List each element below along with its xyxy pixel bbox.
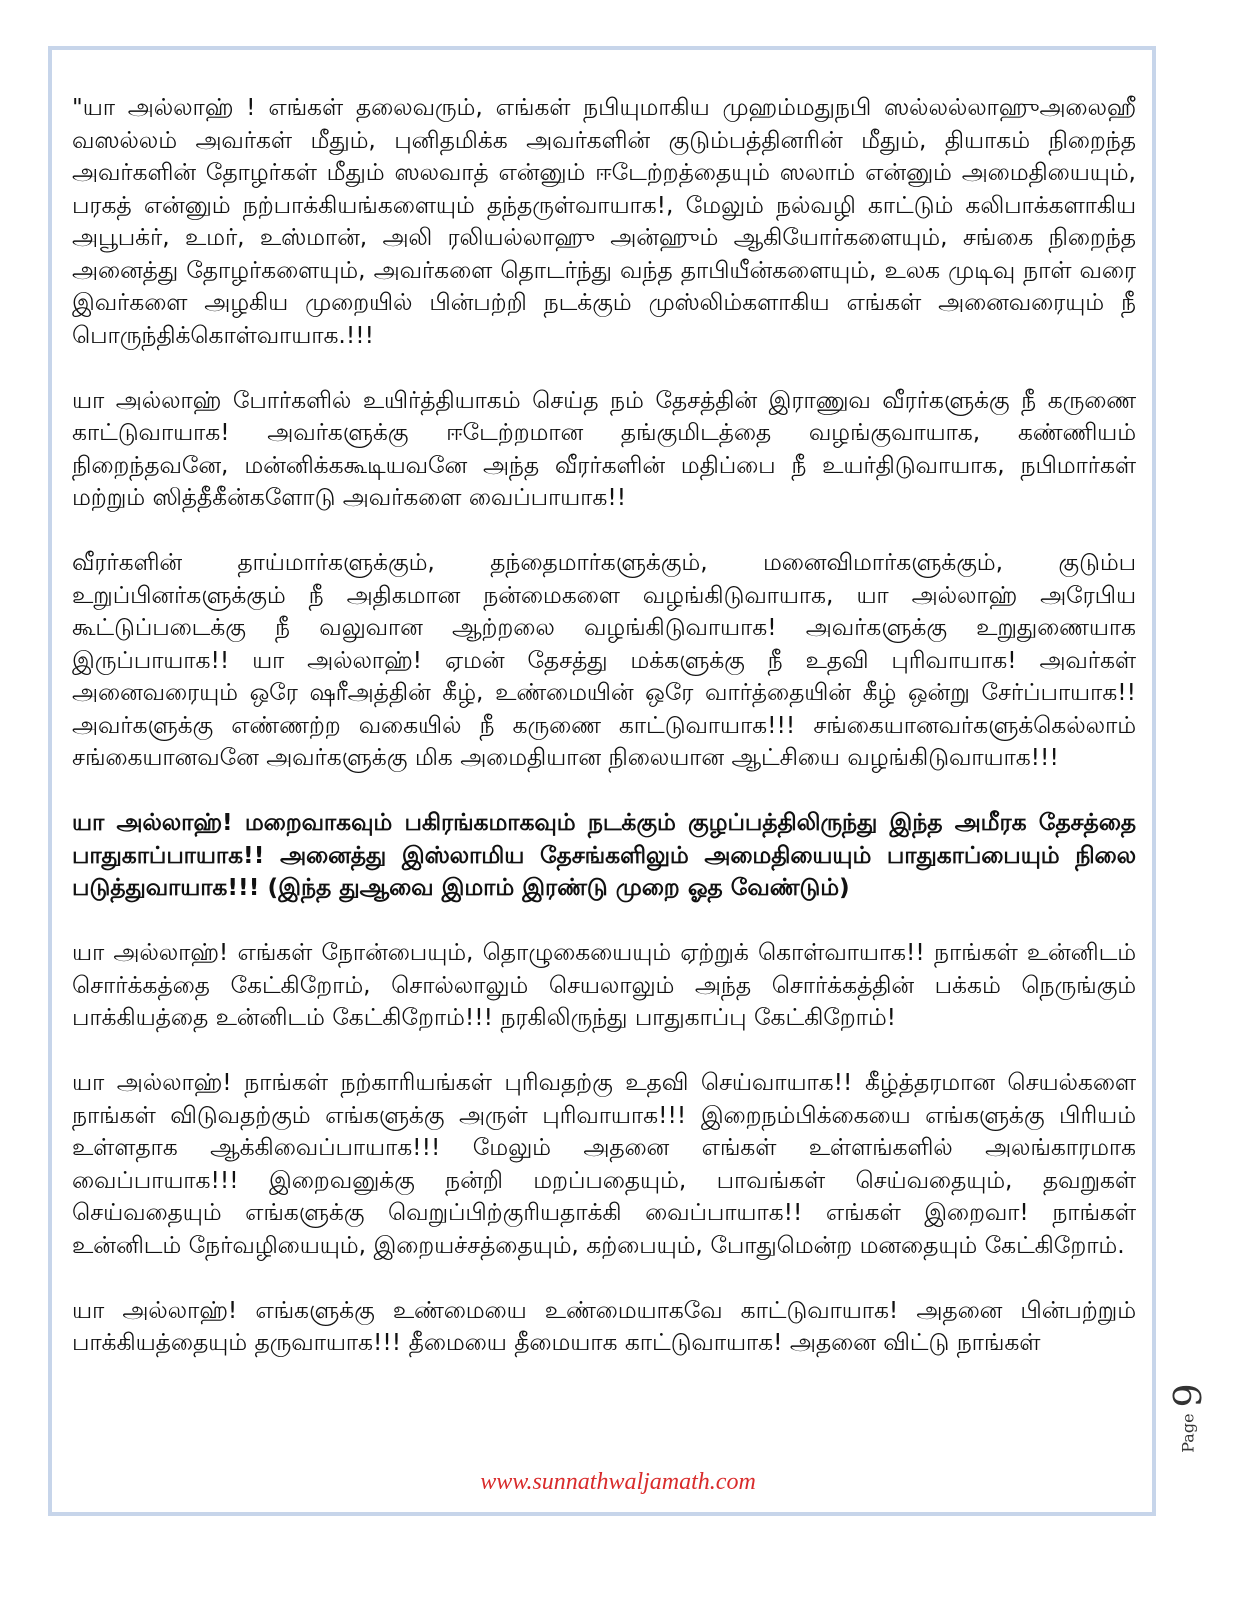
document-body: [72, 92, 1136, 1452]
page-word: Page: [1178, 1413, 1198, 1453]
page-number: [1168, 1368, 1208, 1468]
page-digit: 9: [1166, 1383, 1210, 1408]
paragraph-salawat: "யா அல்லாஹ் ! எங்கள் தலைவரும், எங்கள் நபியுமாகிய முஹம்மதுநபி ஸல்லல்லாஹுஅலைஹீ வஸல்லம் அவர்கள் மீதும், புனிதமிக்க அவர்களின் குடும்பத்தினரின் மீதும், தியாகம் நிறைந்த அவர்களின் தோழர்கள் மீதும் ஸலவாத் என்னும் ஈடேற்றத்தையும் ஸலாம் என்னும் அமைதியையும், பரகத் என்னும் நற்பாக்கியங்களையும் தந்தருள்வாயாக!, மேலும் நல்வழி காட்டும் கலிபாக்களாகிய அபூபக்ர், உமர், உஸ்மான், அலி ரலியல்லாஹு அன்ஹும் ஆகியோர்களையும், சங்கை நிறைந்த அனைத்து தோழர்களையும், அவர்களை தொடர்ந்து வந்த தாபியீன்களையும், உலக முடிவு நாள் வரை இவர்களை அழகிய முறையில் பின்பற்றி நடக்கும் முஸ்லிம்களாகிய எங்கள் அனைவரையும் நீ பொருந்திக்கொள்வாயாக.!!!: [72, 94, 1136, 349]
paragraph-families: வீரர்களின் தாய்மார்களுக்கும், தந்தைமார்களுக்கும், மனைவிமார்களுக்கும், குடும்ப உறுப்பினர்களுக்கும் நீ அதிகமான நன்மைகளை வழங்கிடுவாயாக, யா அல்லாஹ் அரேபிய கூட்டுப்படைக்கு நீ வலுவான ஆற்றலை வழங்கிடுவாயாக! அவர்களுக்கு உறுதுணையாக இருப்பாயாக!! யா அல்லாஹ்! ஏமன் தேசத்து மக்களுக்கு நீ உதவி புரிவாயாக! அவர்கள் அனைவரையும் ஒரே ஷரீஅத்தின் கீழ், உண்மையின் ஒரே வார்த்தையின் கீழ் ஒன்று சேர்ப்பாயாக!! அவர்களுக்கு எண்ணற்ற வகையில் நீ கருணை காட்டுவாயாக!!! சங்கையானவர்களுக்கெல்லாம் சங்கையானவனே அவர்களுக்கு மிக அமைதியான நிலையான ஆட்சியை வழங்கிடுவாயாக!!!: [72, 549, 1136, 771]
paragraph-nation-protection: யா அல்லாஹ்! மறைவாகவும் பகிரங்கமாகவும் நடக்கும் குழப்பத்திலிருந்து இந்த அமீரக தேசத்தை பாதுகாப்பாயாக!! அனைத்து இஸ்லாமிய தேசங்களிலும் அமைதியையும் பாதுகாப்பையும் நிலை படுத்துவாயாக!!! (இந்த துஆவை இமாம் இரண்டு முறை ஓத வேண்டும்): [72, 809, 1136, 901]
paragraph-good-deeds: யா அல்லாஹ்! நாங்கள் நற்காரியங்கள் புரிவதற்கு உதவி செய்வாயாக!! கீழ்த்தரமான செயல்களை நாங்கள் விடுவதற்கும் எங்களுக்கு அருள் புரிவாயாக!!! இறைநம்பிக்கையை எங்களுக்கு பிரியம் உள்ளதாக ஆக்கிவைப்பாயாக!!! மேலும் அதனை எங்கள் உள்ளங்களில் அலங்காரமாக வைப்பாயாக!!! இறைவனுக்கு நன்றி மறப்பதையும், பாவங்கள் செய்வதையும், தவறுகள் செய்வதையும் எங்களுக்கு வெறுப்பிற்குரியதாக்கி வைப்பாயாக!! எங்கள் இறைவா! நாங்கள் உன்னிடம் நேர்வழியையும், இறையச்சத்தையும், கற்பையும், போதுமென்ற மனதையும் கேட்கிறோம்.: [72, 1069, 1136, 1259]
paragraph-fasting-prayer: யா அல்லாஹ்! எங்கள் நோன்பையும், தொழுகையையும் ஏற்றுக் கொள்வாயாக!! நாங்கள் உன்னிடம் சொர்க்கத்தை கேட்கிறோம், சொல்லாலும் செயலாலும் அந்த சொர்க்கத்தின் பக்கம் நெருங்கும் பாக்கியத்தை உன்னிடம் கேட்கிறோம்!!! நரகிலிருந்து பாதுகாப்பு கேட்கிறோம்!: [72, 939, 1136, 1031]
paragraph-truth: யா அல்லாஹ்! எங்களுக்கு உண்மையை உண்மையாகவே காட்டுவாயாக! அதனை பின்பற்றும் பாக்கியத்தையும் தருவாயாக!!! தீமையை தீமையாக காட்டுவாயாக! அதனை விட்டு நாங்கள்: [72, 1296, 1136, 1356]
footer-website-link[interactable]: www.sunnathwaljamath.com: [480, 1469, 756, 1495]
paragraph-soldiers: யா அல்லாஹ் போர்களில் உயிர்த்தியாகம் செய்த நம் தேசத்தின் இராணுவ வீரர்களுக்கு நீ கருணை காட்டுவாயாக! அவர்களுக்கு ஈடேற்றமான தங்குமிடத்தை வழங்குவாயாக, கண்ணியம் நிறைந்தவனே, மன்னிக்ககூடியவனே அந்த வீரர்களின் மதிப்பை நீ உயர்திடுவாயாக, நபிமார்கள் மற்றும் ஸித்தீகீன்களோடு அவர்களை வைப்பாயாக!!: [72, 386, 1136, 511]
